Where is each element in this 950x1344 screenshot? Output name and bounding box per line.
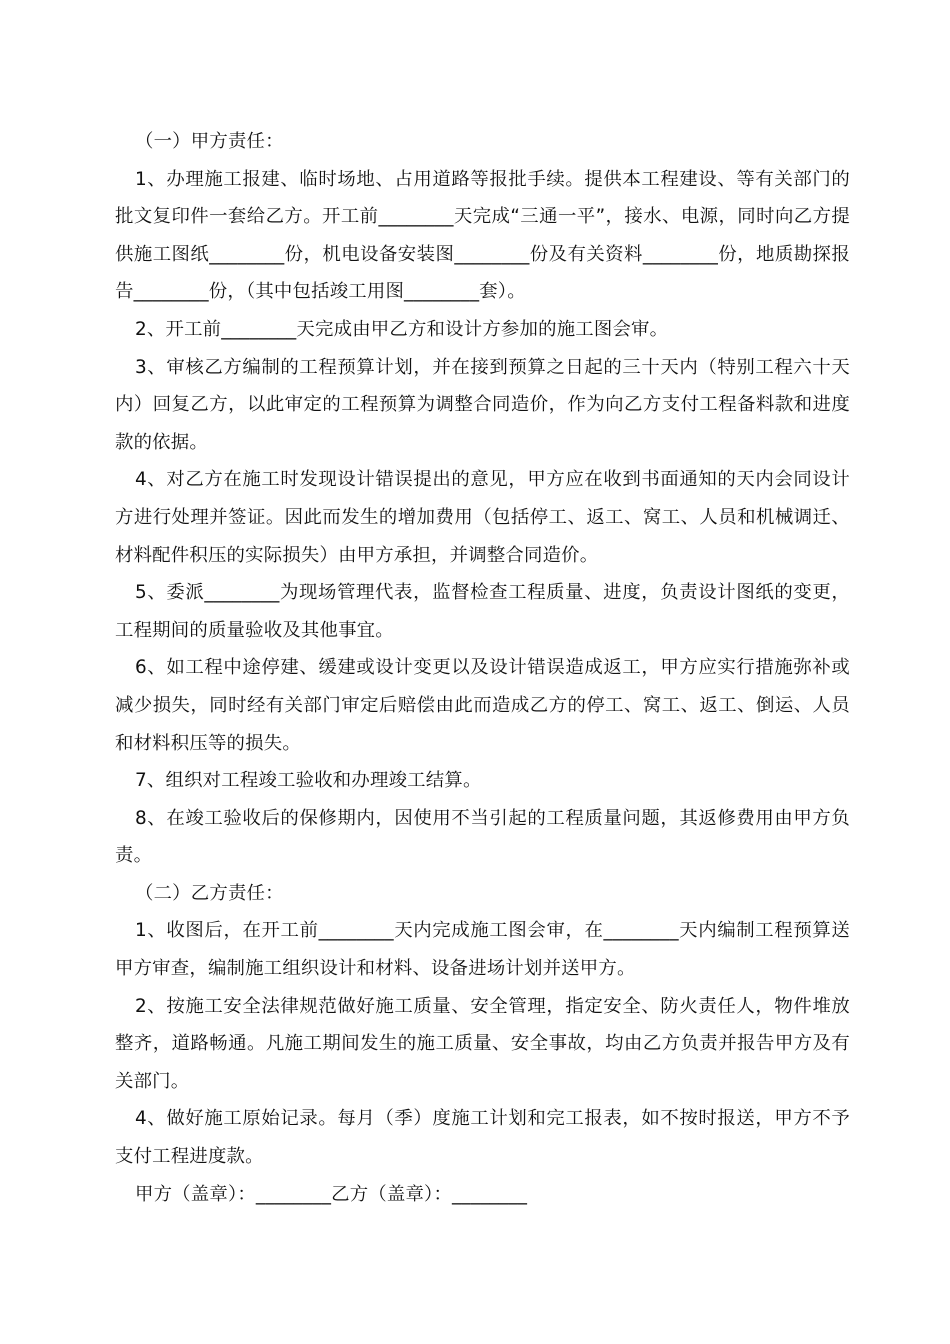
section-heading-party-a: （一）甲方责任： [135, 131, 284, 152]
party-a-clause-1: 1、办理施工报建、临时场地、占用道路等报批手续。提供本工程建设、等有关部门的批文复印件一套给乙方。开工前________天完成“三通一平”，接水、电源，同时向乙方提供施工图纸________份，机电设备安装图________份及有关资料________份，地质勘探报告________份，（其中包括竣工用图________套）。 [115, 168, 850, 303]
party-a-clause-4: 4、对乙方在施工时发现设计错误提出的意见，甲方应在收到书面通知的天内会同设计方进行处理并签证。因此而发生的增加费用（包括停工、返工、窝工、人员和机械调迁、材料配件积压的实际损失）由甲方承担，并调整合同造价。 [115, 469, 850, 566]
party-a-clause-6: 6、如工程中途停建、缓建或设计变更以及设计错误造成返工，甲方应实行措施弥补或减少损失，同时经有关部门审定后赔偿由此而造成乙方的停工、窝工、返工、倒运、人员和材料积压等的损失。 [115, 657, 850, 754]
signature-line: 甲方（盖章）：________乙方（盖章）：________ [135, 1183, 528, 1205]
party-b-clause-1: 1、收图后，在开工前________天内完成施工图会审，在________天内编制工程预算送甲方审查，编制施工组织设计和材料、设备进场计划并送甲方。 [115, 920, 850, 980]
party-a-clause-5: 5、委派________为现场管理代表，监督检查工程质量、进度，负责设计图纸的变更，工程期间的质量验收及其他事宜。 [115, 582, 850, 641]
party-b-clause-4: 4、做好施工原始记录。每月（季）度施工计划和完工报表，如不按时报送，甲方不予支付工程进度款。 [115, 1108, 850, 1168]
document-body [115, 123, 850, 1213]
party-a-clause-7: 7、组织对工程竣工验收和办理竣工结算。 [135, 770, 482, 792]
party-a-clause-8: 8、在竣工验收后的保修期内，因使用不当引起的工程质量问题，其返修费用由甲方负责。 [115, 807, 850, 867]
section-heading-party-b: （二）乙方责任： [135, 882, 284, 904]
party-b-clause-2: 2、按施工安全法律规范做好施工质量、安全管理，指定安全、防火责任人，物件堆放整齐，道路畅通。凡施工期间发生的施工质量、安全事故，均由乙方负责并报告甲方及有关部门。 [115, 995, 850, 1092]
party-a-clause-3: 3、审核乙方编制的工程预算计划，并在接到预算之日起的三十天内（特别工程六十天内）回复乙方，以此审定的工程预算为调整合同造价，作为向乙方支付工程备料款和进度款的依据。 [115, 356, 850, 453]
party-a-clause-2: 2、开工前________天完成由甲乙方和设计方参加的施工图会审。 [135, 318, 669, 340]
